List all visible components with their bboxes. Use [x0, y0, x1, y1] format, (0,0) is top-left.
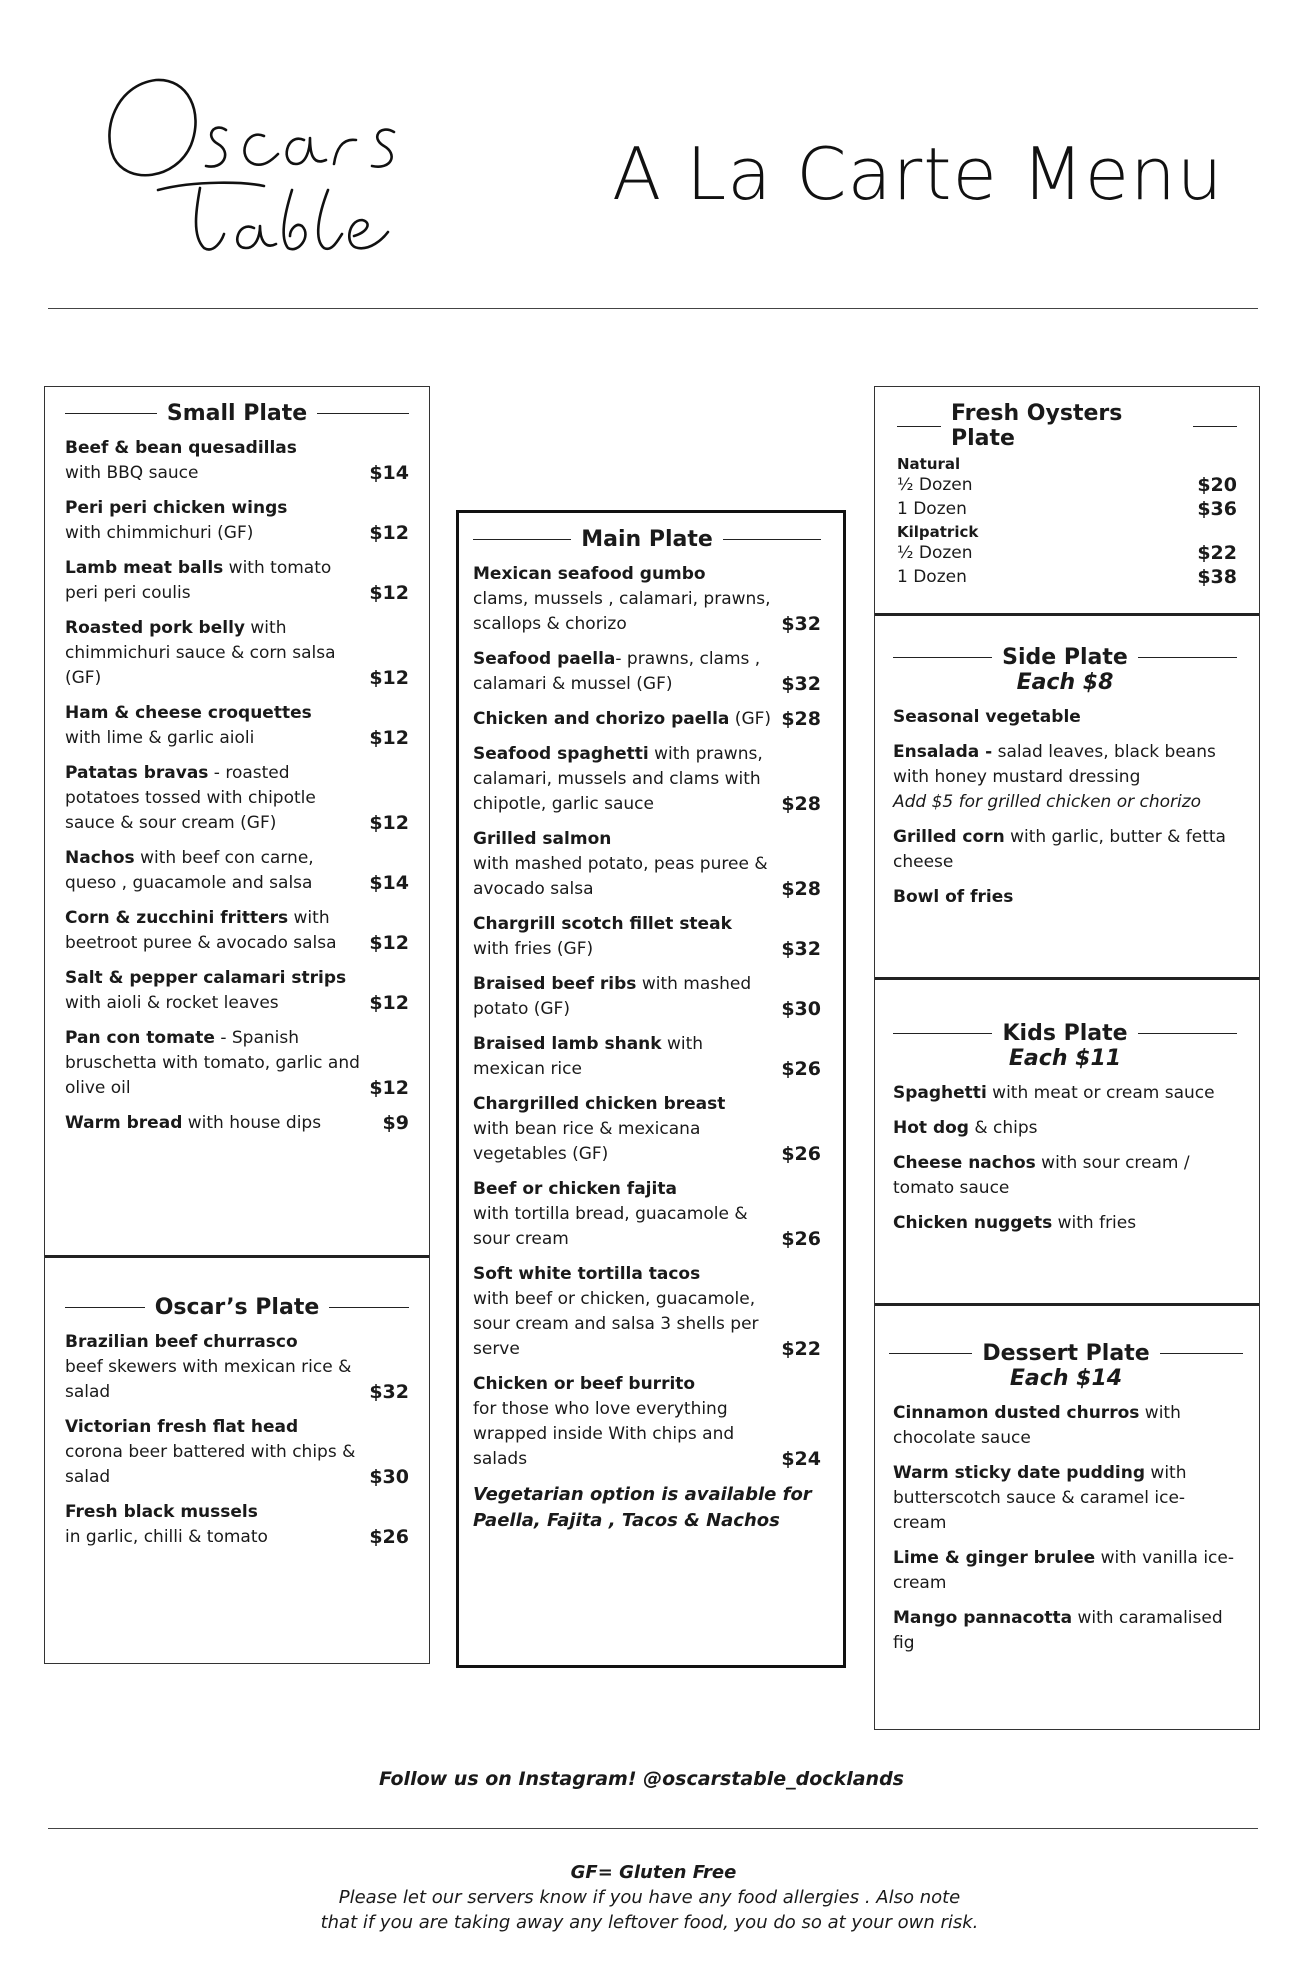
menu-item — [893, 705, 1237, 730]
oyster-price: $22 — [1197, 542, 1237, 564]
menu-item-name: Patatas bravas — [65, 763, 209, 783]
menu-item-description: with bean rice & mexicana vegetables (GF) — [473, 1119, 701, 1164]
menu-item — [65, 1026, 409, 1101]
kids-plate-heading — [893, 1021, 1237, 1046]
menu-item-name: Fresh black mussels — [65, 1502, 258, 1522]
menu-item-name: Brazilian beef churrasco — [65, 1332, 298, 1352]
main-plate-heading — [473, 527, 821, 552]
heading-rule — [1138, 1033, 1237, 1034]
menu-item-price: $12 — [369, 992, 409, 1014]
menu-item-name: Mexican seafood gumbo — [473, 564, 706, 584]
oysters-heading — [897, 401, 1237, 451]
menu-item-text — [473, 1177, 781, 1252]
menu-item-text — [473, 707, 781, 732]
oyster-quantity: 1 Dozen — [897, 499, 967, 519]
main-plate-list — [473, 562, 821, 1472]
menu-item-description: beef skewers with mexican rice & salad — [65, 1357, 352, 1402]
main-plate-section — [456, 510, 846, 1668]
menu-item — [473, 707, 821, 732]
menu-item-description: with caramalised fig — [893, 1608, 1223, 1653]
menu-item-name: Ham & cheese croquettes — [65, 703, 312, 723]
menu-item-description: with prawns, calamari, mussels and clams with chipotle, garlic sauce — [473, 744, 763, 814]
menu-item — [65, 846, 409, 896]
menu-item-name: Cheese nachos — [893, 1153, 1036, 1173]
menu-item-name: Chicken nuggets — [893, 1213, 1053, 1233]
menu-item-description: with garlic, butter & fetta cheese — [893, 827, 1226, 872]
menu-item-text — [473, 742, 781, 817]
menu-item-name: Spaghetti — [893, 1083, 987, 1103]
menu-item-name: Warm bread — [65, 1113, 183, 1133]
menu-item — [65, 496, 409, 546]
menu-item-description: with meat or cream sauce — [986, 1083, 1215, 1103]
menu-item-text — [65, 436, 369, 486]
menu-item-price: $26 — [369, 1526, 409, 1548]
menu-item-text — [473, 1262, 781, 1362]
dessert-plate-list — [889, 1401, 1243, 1656]
menu-item-description: - prawns, clams , calamari & mussel (GF) — [473, 649, 761, 694]
menu-item-price: $12 — [369, 727, 409, 749]
menu-item-description: with mashed potato (GF) — [473, 974, 752, 1019]
menu-item-description: with beetroot puree & avocado salsa — [65, 908, 337, 953]
menu-item — [473, 1032, 821, 1082]
oysters-title: Fresh Oysters Plate — [951, 401, 1123, 451]
menu-item-description: - roasted potatoes tossed with chipotle sauce & sour cream (GF) — [65, 763, 316, 833]
oyster-row — [897, 541, 1237, 565]
menu-item-name: Beef or chicken fajita — [473, 1179, 677, 1199]
menu-item — [65, 1111, 409, 1136]
main-plate-title: Main Plate — [581, 527, 713, 552]
side-plate-heading — [893, 645, 1237, 670]
menu-item — [893, 885, 1237, 910]
menu-item-price: $14 — [369, 872, 409, 894]
menu-item-text — [473, 972, 781, 1022]
menu-item — [893, 1151, 1237, 1201]
menu-item-description: with mashed potato, peas puree & avocado salsa — [473, 854, 768, 899]
menu-item-text — [473, 912, 781, 962]
menu-item-description: with aioli & rocket leaves — [65, 993, 279, 1013]
menu-item-text — [473, 1032, 781, 1082]
oyster-price: $38 — [1197, 566, 1237, 588]
heading-rule — [897, 426, 941, 427]
menu-item-name: Chicken or beef burrito — [473, 1374, 696, 1394]
menu-item-text — [893, 1151, 1237, 1201]
small-plate-section — [44, 386, 430, 1664]
menu-item — [893, 1546, 1243, 1596]
gluten-free-note: GF= Gluten Free — [570, 1862, 737, 1883]
menu-item — [473, 562, 821, 637]
menu-item-description: with fries (GF) — [473, 939, 594, 959]
menu-item-text — [893, 1081, 1237, 1106]
menu-item-text — [893, 1546, 1243, 1596]
menu-item-price: $12 — [369, 522, 409, 544]
menu-item-name: Seafood paella — [473, 649, 616, 669]
menu-item-text — [65, 701, 369, 751]
oscars-plate-heading — [65, 1295, 409, 1320]
small-plate-title: Small Plate — [166, 401, 308, 426]
allergy-note-line-1: Please let our servers know if you have any food allergies . Also note — [338, 1887, 961, 1908]
menu-item-name: Lamb meat balls — [65, 558, 224, 578]
header-divider — [48, 308, 1258, 309]
menu-item-description: & chips — [968, 1118, 1038, 1138]
menu-item-description: - Spanish bruschetta with tomato, garlic and olive oil — [65, 1028, 360, 1098]
menu-item-text — [65, 966, 369, 1016]
heading-rule — [317, 413, 409, 414]
menu-item — [65, 556, 409, 606]
menu-item-text — [893, 740, 1237, 815]
menu-item-description: with fries — [1052, 1213, 1137, 1233]
menu-item-price: $26 — [781, 1228, 821, 1250]
menu-item-text — [473, 562, 781, 637]
heading-rule — [893, 657, 992, 658]
vegetarian-note: Vegetarian option is available for Paella, Fajita , Tacos & Nachos — [473, 1484, 812, 1531]
menu-item-name: Roasted pork belly — [65, 618, 245, 638]
menu-item-price: $12 — [369, 812, 409, 834]
oyster-row — [897, 473, 1237, 497]
menu-item-text — [65, 1500, 369, 1550]
menu-item-description: clams, mussels , calamari, prawns, scallops & chorizo — [473, 589, 771, 634]
menu-item-description: with tortilla bread, guacamole & sour cream — [473, 1204, 748, 1249]
menu-item — [65, 616, 409, 691]
instagram-line: Follow us on Instagram! @oscarstable_docklands — [379, 1768, 904, 1790]
menu-item-description: with sour cream / tomato sauce — [893, 1153, 1190, 1198]
menu-item-text — [65, 1026, 369, 1101]
menu-item-text — [473, 827, 781, 902]
heading-rule — [1193, 426, 1237, 427]
menu-item-description: with chocolate sauce — [893, 1403, 1181, 1448]
menu-item-name: Bowl of fries — [893, 887, 1014, 907]
right-column-sections — [874, 386, 1260, 1730]
page-title: A La Carte Menu — [612, 132, 1224, 216]
menu-item-text — [65, 616, 369, 691]
menu-item-name: Corn & zucchini fritters — [65, 908, 289, 928]
small-plate-list — [65, 436, 409, 1136]
menu-item-price: $32 — [781, 673, 821, 695]
oyster-quantity: ½ Dozen — [897, 543, 973, 563]
oscars-plate-title: Oscar’s Plate — [154, 1295, 320, 1320]
oscars-plate-list — [65, 1330, 409, 1550]
menu-item-name: Cinnamon dusted churros — [893, 1403, 1140, 1423]
menu-item-text — [893, 1461, 1243, 1536]
menu-item-text — [893, 705, 1237, 730]
menu-item-text — [65, 496, 369, 546]
menu-item-price: $22 — [781, 1338, 821, 1360]
menu-item-price: $28 — [781, 878, 821, 900]
menu-item-price: $26 — [781, 1143, 821, 1165]
side-plate-title: Side Plate — [1002, 645, 1128, 670]
menu-item-name: Braised lamb shank — [473, 1034, 662, 1054]
menu-item — [65, 1500, 409, 1550]
dessert-plate-title: Dessert Plate — [982, 1341, 1150, 1366]
heading-rule — [1160, 1353, 1243, 1354]
menu-item-text — [893, 1606, 1243, 1656]
heading-rule — [65, 413, 157, 414]
menu-item-price: $32 — [369, 1381, 409, 1403]
menu-item-name: Ensalada - — [893, 742, 993, 762]
menu-item — [473, 647, 821, 697]
small-plate-heading — [65, 401, 409, 426]
menu-item — [473, 1262, 821, 1362]
menu-item-name: Seafood spaghetti — [473, 744, 649, 764]
menu-item-description: with lime & garlic aioli — [65, 728, 255, 748]
menu-item-description: salad leaves, black beans with honey mustard dressing — [893, 742, 1216, 787]
menu-item-description: with mexican rice — [473, 1034, 704, 1079]
heading-rule — [473, 539, 571, 540]
menu-item — [65, 436, 409, 486]
menu-item-text — [65, 556, 369, 606]
menu-item-text — [473, 1092, 781, 1167]
oyster-price: $20 — [1197, 474, 1237, 496]
menu-item-price: $28 — [781, 708, 821, 730]
menu-item-text — [65, 906, 369, 956]
menu-item — [893, 740, 1237, 815]
menu-item-note: Add $5 for grilled chicken or chorizo — [893, 792, 1202, 812]
menu-item-description: for those who love everything wrapped inside With chips and salads — [473, 1399, 735, 1469]
menu-item-name: Salt & pepper calamari strips — [65, 968, 347, 988]
menu-item-name: Grilled corn — [893, 827, 1005, 847]
oyster-row — [897, 565, 1237, 589]
menu-item-price: $24 — [781, 1448, 821, 1470]
menu-item — [893, 1211, 1237, 1236]
menu-item-name: Chargrill scotch fillet steak — [473, 914, 732, 934]
menu-item-description: with chimmichuri sauce & corn salsa (GF) — [65, 618, 336, 688]
menu-item — [893, 825, 1237, 875]
allergy-note-line-2: that if you are taking away any leftover food, you do so at your own risk. — [320, 1912, 979, 1933]
menu-item-name: Hot dog — [893, 1118, 969, 1138]
kids-plate-list — [893, 1081, 1237, 1236]
menu-item-text — [65, 1415, 369, 1490]
menu-item — [473, 1177, 821, 1252]
side-plate-price: Each $8 — [1016, 670, 1114, 695]
menu-item-name: Grilled salmon — [473, 829, 612, 849]
menu-item — [893, 1401, 1243, 1451]
menu-item-description: in garlic, chilli & tomato — [65, 1527, 268, 1547]
menu-item-description: with house dips — [182, 1113, 322, 1133]
menu-item — [893, 1606, 1243, 1656]
footer-divider — [48, 1828, 1258, 1829]
menu-item-text — [893, 1116, 1237, 1141]
heading-rule — [1138, 657, 1237, 658]
section-divider — [875, 613, 1259, 616]
menu-item-text — [65, 846, 369, 896]
dessert-plate-heading — [889, 1341, 1243, 1366]
menu-item-text — [65, 1330, 369, 1405]
menu-item-description: with chimmichuri (GF) — [65, 523, 254, 543]
menu-item-name: Victorian fresh flat head — [65, 1417, 299, 1437]
menu-item-description: corona beer battered with chips & salad — [65, 1442, 356, 1487]
menu-item-name: Beef & bean quesadillas — [65, 438, 297, 458]
menu-item-price: $30 — [369, 1466, 409, 1488]
dessert-plate-price: Each $14 — [1009, 1366, 1123, 1391]
menu-item-text — [893, 885, 1237, 910]
menu-item — [473, 742, 821, 817]
menu-item-name: Mango pannacotta — [893, 1608, 1073, 1628]
menu-item-description: with tomato peri peri coulis — [65, 558, 332, 603]
menu-item-name: Warm sticky date pudding — [893, 1463, 1146, 1483]
menu-item-price: $12 — [369, 582, 409, 604]
menu-item-price: $28 — [781, 793, 821, 815]
menu-item — [65, 1415, 409, 1490]
menu-item-text — [473, 1372, 781, 1472]
menu-item-name: Chargrilled chicken breast — [473, 1094, 726, 1114]
heading-rule — [329, 1307, 409, 1308]
menu-item-price: $12 — [369, 667, 409, 689]
menu-item-price: $12 — [369, 932, 409, 954]
menu-item-price: $32 — [781, 613, 821, 635]
menu-item — [473, 1092, 821, 1167]
oyster-quantity: 1 Dozen — [897, 567, 967, 587]
menu-item-price: $12 — [369, 1077, 409, 1099]
menu-item-price: $32 — [781, 938, 821, 960]
menu-item — [473, 1372, 821, 1472]
oyster-style-label: Kilpatrick — [897, 523, 979, 541]
oyster-price: $36 — [1197, 498, 1237, 520]
menu-item — [65, 966, 409, 1016]
menu-item-text — [893, 1401, 1243, 1451]
menu-item-text — [893, 1211, 1237, 1236]
section-divider — [875, 1303, 1259, 1306]
oscars-table-logo — [96, 40, 456, 270]
kids-plate-price: Each $11 — [1008, 1046, 1122, 1071]
menu-item-description: with BBQ sauce — [65, 463, 199, 483]
menu-item-name: Pan con tomate — [65, 1028, 215, 1048]
section-divider — [45, 1255, 429, 1258]
menu-item — [893, 1081, 1237, 1106]
menu-item — [893, 1116, 1237, 1141]
menu-item-description: with vanilla ice-cream — [893, 1548, 1234, 1593]
menu-item-price: $30 — [781, 998, 821, 1020]
menu-item-text — [473, 647, 781, 697]
menu-item — [473, 972, 821, 1022]
menu-item-description: with beef or chicken, guacamole, sour cream and salsa 3 shells per serve — [473, 1289, 759, 1359]
menu-item-name: Lime & ginger brulee — [893, 1548, 1096, 1568]
menu-item — [473, 912, 821, 962]
heading-rule — [893, 1033, 992, 1034]
oyster-quantity: ½ Dozen — [897, 475, 973, 495]
oyster-row — [897, 497, 1237, 521]
menu-item — [65, 1330, 409, 1405]
kids-plate-title: Kids Plate — [1002, 1021, 1128, 1046]
menu-item-name: Peri peri chicken wings — [65, 498, 288, 518]
heading-rule — [723, 539, 821, 540]
oyster-style-label: Natural — [897, 455, 961, 473]
menu-item-description: with beef con carne, queso , guacamole and salsa — [65, 848, 314, 893]
menu-item-price: $26 — [781, 1058, 821, 1080]
side-plate-list — [893, 705, 1237, 910]
section-divider — [875, 977, 1259, 980]
menu-item-name: Nachos — [65, 848, 135, 868]
menu-item — [473, 827, 821, 902]
menu-item-text — [893, 825, 1237, 875]
menu-item-name: Braised beef ribs — [473, 974, 637, 994]
oysters-list — [897, 455, 1237, 589]
menu-item-text — [65, 1111, 383, 1136]
menu-item-name: Chicken and chorizo paella — [473, 709, 730, 729]
menu-item-price: $9 — [382, 1112, 409, 1134]
menu-item-name: Soft white tortilla tacos — [473, 1264, 701, 1284]
menu-item-text — [65, 761, 369, 836]
menu-item-description: with butterscotch sauce & caramel ice-cream — [893, 1463, 1187, 1533]
menu-item-name: Seasonal vegetable — [893, 707, 1081, 727]
menu-item — [65, 701, 409, 751]
menu-item — [893, 1461, 1243, 1536]
heading-rule — [889, 1353, 972, 1354]
menu-item-description: (GF) — [729, 709, 772, 729]
heading-rule — [65, 1307, 145, 1308]
menu-item — [65, 906, 409, 956]
menu-item-price: $14 — [369, 462, 409, 484]
menu-item — [65, 761, 409, 836]
